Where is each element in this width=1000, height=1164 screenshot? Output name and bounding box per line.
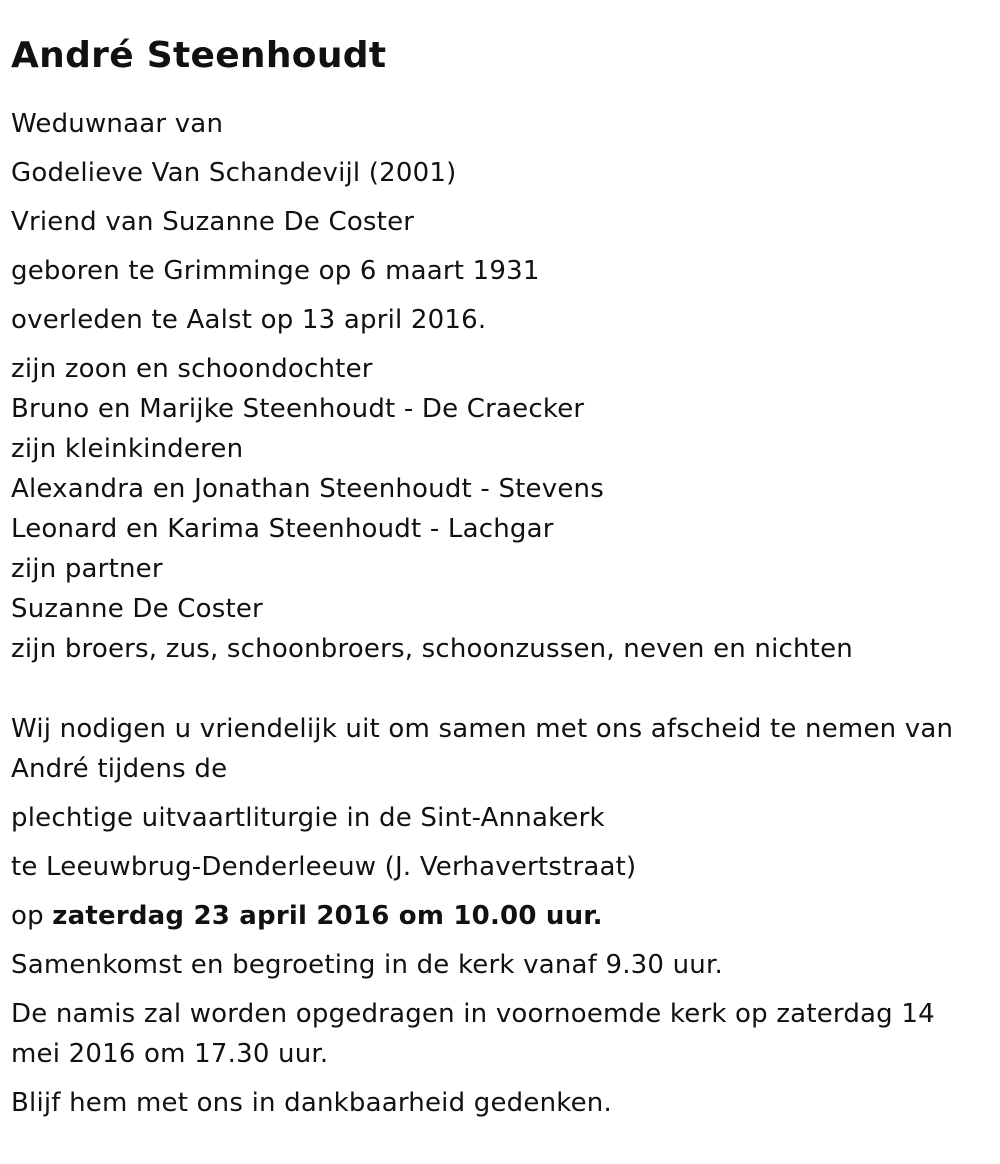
intro-line: Vriend van Suzanne De Coster bbox=[11, 207, 415, 237]
gathering-text: Samenkomst en begroeting in de kerk vanaf 9.30 uur. bbox=[11, 950, 723, 980]
closing-text: Blijf hem met ons in dankbaarheid gedenken. bbox=[11, 1088, 612, 1118]
family-line: zijn kleinkinderen bbox=[11, 434, 244, 464]
family-list bbox=[11, 349, 1000, 669]
invitation-text: Wij nodigen u vriendelijk uit om samen met ons afscheid te nemen van André tijdens de bbox=[11, 714, 954, 784]
family-line: Alexandra en Jonathan Steenhoudt - Stevens bbox=[11, 474, 604, 504]
intro-line: overleden te Aalst op 13 april 2016. bbox=[11, 305, 487, 335]
date-bold: zaterdag 23 april 2016 om 10.00 uur. bbox=[52, 901, 603, 931]
family-line: Bruno en Marijke Steenhoudt - De Craecker bbox=[11, 394, 585, 424]
spacer bbox=[11, 669, 1000, 709]
family-line: zijn zoon en schoondochter bbox=[11, 354, 373, 384]
location-text: te Leeuwbrug-Denderleeuw (J. Verhavertstraat) bbox=[11, 852, 637, 882]
intro-line: Godelieve Van Schandevijl (2001) bbox=[11, 158, 457, 188]
intro-line: Weduwnaar van bbox=[11, 109, 224, 139]
funeral-date bbox=[11, 896, 1000, 936]
intro-block bbox=[11, 104, 1000, 340]
family-line: zijn broers, zus, schoonbroers, schoonzussen, neven en nichten bbox=[11, 634, 853, 664]
liturgy-text: plechtige uitvaartliturgie in de Sint-Annakerk bbox=[11, 803, 605, 833]
date-prefix: op bbox=[11, 901, 44, 931]
family-line: Leonard en Karima Steenhoudt - Lachgar bbox=[11, 514, 554, 544]
intro-line: geboren te Grimminge op 6 maart 1931 bbox=[11, 256, 540, 286]
deceased-name: André Steenhoudt bbox=[11, 35, 387, 76]
family-line: Suzanne De Coster bbox=[11, 594, 263, 624]
family-line: zijn partner bbox=[11, 554, 163, 584]
mass-text: De namis zal worden opgedragen in voornoemde kerk op zaterdag 14 mei 2016 om 17.30 uur. bbox=[11, 999, 935, 1069]
